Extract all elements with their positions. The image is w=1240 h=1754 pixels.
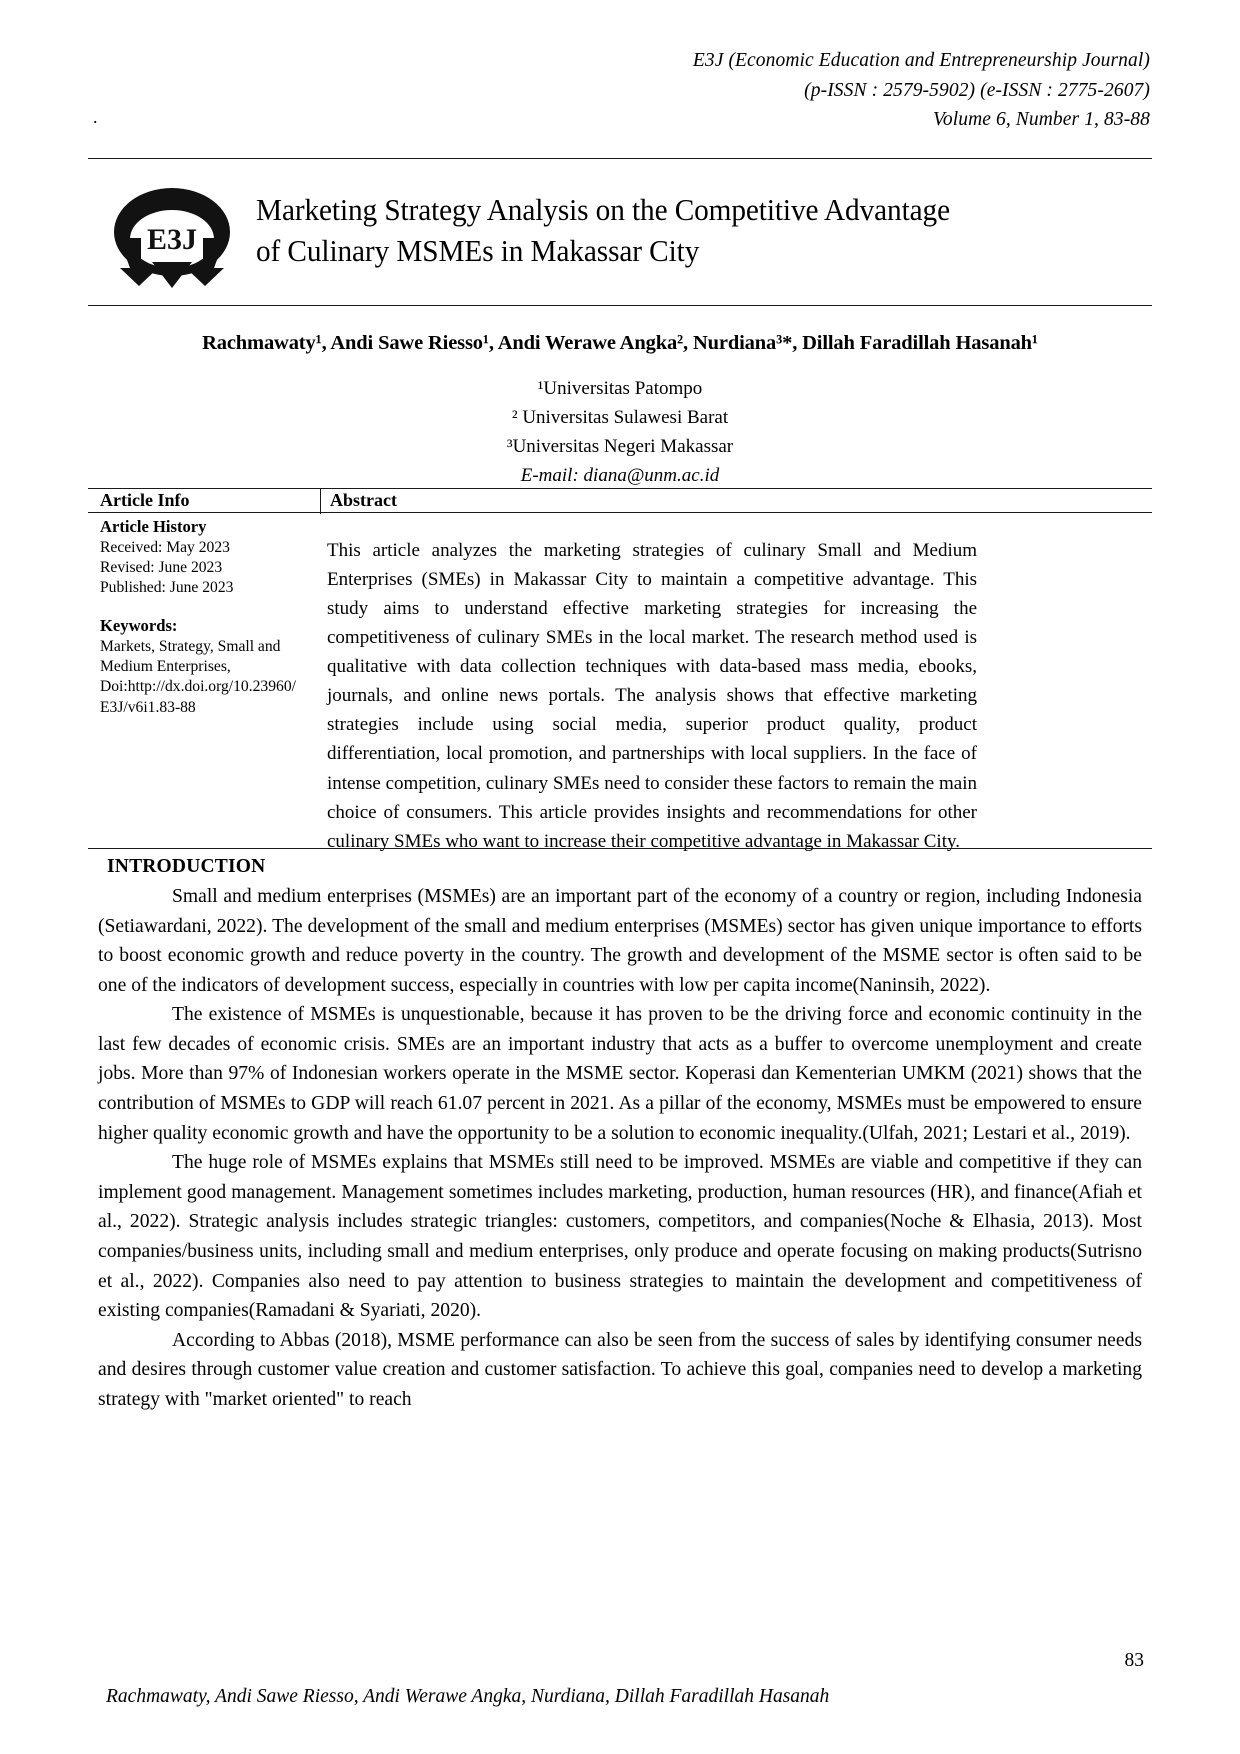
doi-line-1[interactable]: Doi:http://dx.doi.org/10.23960/ xyxy=(100,678,296,696)
logo-text: E3J xyxy=(146,223,198,256)
paragraph-1: Small and medium enterprises (MSMEs) are an important part of the economy of a country or region, including Indonesia (Setiawardani, 2022). The development of the small and medium enterprises (MSMEs) sector has given unique importance to efforts to boost economic growth and reduce poverty in the country. The growth and development of the MSME sector is often said to be one of the indicators of development success, especially in countries with low per capita income(Naninsih, 2022). xyxy=(98,886,1142,996)
divider-info-bottom xyxy=(88,512,1152,513)
author-list: Rachmawaty¹, Andi Sawe Riesso¹, Andi Werawe Angka², Nurdiana³*, Dillah Faradillah Hasanah¹ xyxy=(202,332,1038,354)
article-info-header: Article Info xyxy=(100,490,190,510)
paragraph-2: The existence of MSMEs is unquestionable, because it has proven to be the driving force and economic continuity in the last few decades of economic crisis. SMEs are an important industry that acts as a buffer to overcome unemployment and create jobs. More than 97% of Indonesian workers operate in the MSME sector. Koperasi dan Kementerian UMKM (2021) shows that the contribution of MSMEs to GDP will reach 61.07 percent in 2021. As a pillar of the economy, MSMEs must be empowered to ensure higher quality economic growth and have the opportunity to be a solution to economic inequality.(Ulfah, 2021; Lestari et al., 2019). xyxy=(98,1004,1142,1144)
doi-line-2[interactable]: E3J/v6i1.83-88 xyxy=(100,698,196,716)
e3j-logo-icon xyxy=(111,182,233,290)
journal-logo xyxy=(88,176,256,290)
section-heading-introduction: INTRODUCTION xyxy=(107,856,266,877)
divider-under-title xyxy=(88,305,1152,306)
affiliation-3: ³Universitas Negeri Makassar xyxy=(506,435,734,457)
page-title xyxy=(256,176,1116,272)
divider-top xyxy=(88,158,1152,159)
running-footer: Rachmawaty, Andi Sawe Riesso, Andi Werawe Angka, Nurdiana, Dillah Faradillah Hasanah xyxy=(106,1686,830,1707)
paragraph-3: The huge role of MSMEs explains that MSMEs still need to be improved. MSMEs are viable and competitive if they can implement good management. Management sometimes includes marketing, production, human resources (HR), and finance(Afiah et al., 2022). Strategic analysis includes strategic triangles: customers, competitors, and companies(Noche & Elhasia, 2013). Most companies/business units, including small and medium enterprises, only produce and operate focusing on making products(Sutrisno et al., 2022). Companies also need to pay attention to business strategies to maintain the development and competitiveness of existing companies(Ramadani & Syariati, 2020). xyxy=(98,1152,1142,1322)
revised-date: Revised: June 2023 xyxy=(100,558,223,576)
divider-info-top xyxy=(88,488,1152,489)
affiliations xyxy=(88,375,1152,491)
journal-issn-line: (p-ISSN : 2579-5902) (e-ISSN : 2775-2607) xyxy=(804,79,1150,101)
divider-above-introduction xyxy=(88,848,1152,849)
keywords-line-2: Medium Enterprises, xyxy=(100,658,231,676)
article-info-column xyxy=(100,516,312,718)
corresponding-email[interactable]: E-mail: diana@unm.ac.id xyxy=(520,464,720,486)
page-title-line-1: Marketing Strategy Analysis on the Competitive Advantage xyxy=(256,193,950,227)
published-date: Published: June 2023 xyxy=(100,579,234,597)
journal-masthead xyxy=(430,46,1150,135)
paragraph-4: According to Abbas (2018), MSME performance can also be seen from the success of sales by identifying consumer needs and desires through customer value creation and customer satisfaction. To achieve this goal, companies need to develop a marketing strategy with "market oriented" to reach xyxy=(98,1329,1142,1410)
info-spacer xyxy=(100,598,312,615)
title-block xyxy=(88,176,1152,301)
received-date: Received: May 2023 xyxy=(100,538,230,556)
keywords-title: Keywords: xyxy=(100,616,178,636)
abstract-header: Abstract xyxy=(330,490,397,510)
page-number: 83 xyxy=(1124,1650,1144,1671)
abstract-text: This article analyzes the marketing strategies of culinary Small and Medium Enterprises (SMEs) in Makassar City to maintain a competitive advantage. This study aims to understand effective marketing strategies for increasing the competitiveness of culinary SMEs in the local market. The research method used is qualitative with data collection techniques with data-based mass media, ebooks, journals, and online news portals. The analysis shows that effective marketing strategies include using social media, superior product quality, product differentiation, local promotion, and partnerships with local suppliers. In the face of intense competition, culinary SMEs need to consider these factors to remain the main choice of consumers. This article provides insights and recommendations for other culinary SMEs who want to increase their competitive advantage in Makassar City. xyxy=(327,540,977,852)
keywords-line-1: Markets, Strategy, Small and xyxy=(100,637,281,655)
page-title-line-2: of Culinary MSMEs in Makassar City xyxy=(256,233,700,268)
affiliation-2: ² Universitas Sulawesi Barat xyxy=(511,406,729,428)
introduction-body xyxy=(98,882,1142,1414)
affiliation-1: ¹Universitas Patompo xyxy=(537,378,703,399)
stray-mark: . xyxy=(93,107,98,127)
journal-title-line: E3J (Economic Education and Entrepreneurship Journal) xyxy=(692,50,1150,71)
journal-volume-line: Volume 6, Number 1, 83-88 xyxy=(933,109,1150,131)
article-history-title: Article History xyxy=(100,517,207,536)
info-column-separator xyxy=(320,488,321,514)
